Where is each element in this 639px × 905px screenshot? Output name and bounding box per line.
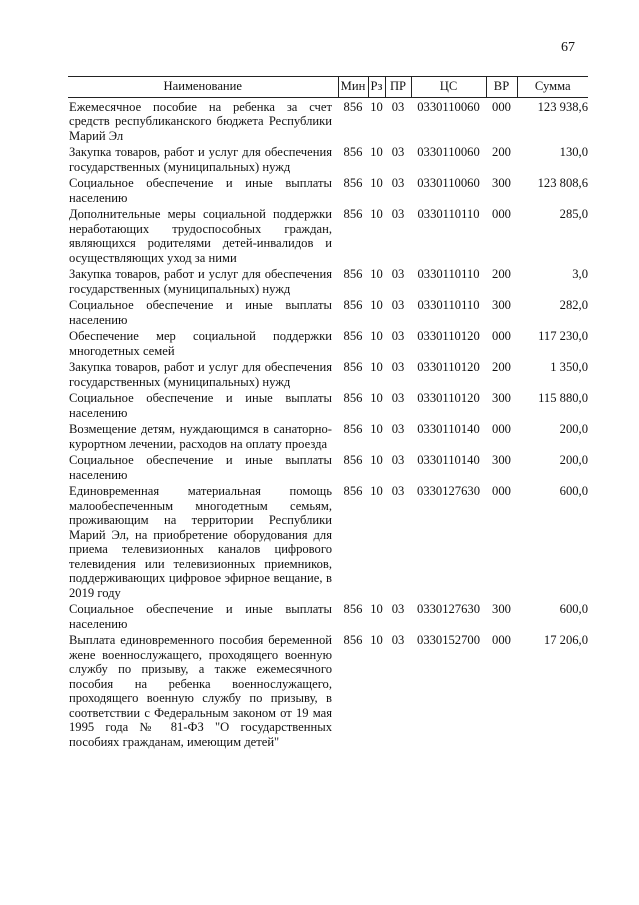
row-name: Социальное обеспечение и иные выплаты населению [69, 176, 332, 205]
row-vr: 000 [492, 207, 511, 221]
header-name: Наименование [68, 77, 338, 98]
row-name: Социальное обеспечение и иные выплаты населению [69, 391, 332, 420]
table-row [68, 327, 588, 358]
row-cs: 0330110110 [417, 207, 480, 221]
row-vr: 300 [492, 602, 511, 616]
row-vr: 000 [492, 633, 511, 647]
row-name: Закупка товаров, работ и услуг для обеспечения государственных (муниципальных) нужд [69, 360, 332, 389]
row-vr: 000 [492, 99, 511, 114]
row-sum: 130,0 [559, 145, 588, 159]
row-cs: 0330110140 [417, 422, 480, 436]
row-pr: 03 [391, 360, 405, 374]
row-vr: 300 [492, 176, 511, 190]
row-pr: 03 [391, 453, 405, 467]
table-row [68, 97, 588, 143]
header-cs: ЦС [411, 77, 486, 98]
row-cs: 0330110110 [417, 298, 480, 312]
row-name: Дополнительные меры социальной поддержки неработающих трудоспособных граждан, являющихся родителями детей-инвалидов и осуществляющих уход за ними [69, 207, 332, 265]
row-min: 856 [343, 360, 363, 374]
row-pr: 03 [391, 633, 405, 647]
row-cs: 0330152700 [417, 633, 480, 647]
row-pr: 03 [391, 329, 405, 343]
row-rz: 10 [370, 176, 383, 190]
row-name: Социальное обеспечение и иные выплаты населению [69, 602, 332, 631]
row-vr: 000 [492, 484, 511, 498]
row-cs: 0330110120 [417, 329, 480, 343]
row-rz: 10 [370, 267, 383, 281]
row-min: 856 [343, 207, 363, 221]
row-min: 856 [343, 298, 363, 312]
row-name: Закупка товаров, работ и услуг для обеспечения государственных (муниципальных) нужд [69, 145, 332, 174]
row-sum: 117 230,0 [538, 329, 588, 343]
row-cs: 0330110060 [417, 145, 480, 159]
row-cs: 0330110120 [417, 391, 480, 405]
row-vr: 200 [492, 267, 511, 281]
row-rz: 10 [370, 391, 383, 405]
table-row [68, 631, 588, 749]
table-row [68, 451, 588, 482]
table-body [68, 97, 588, 749]
row-sum: 282,0 [559, 298, 588, 312]
table-row [68, 143, 588, 174]
row-name: Социальное обеспечение и иные выплаты населению [69, 453, 332, 482]
row-rz: 10 [370, 484, 383, 498]
row-rz: 10 [370, 633, 383, 647]
row-vr: 300 [492, 453, 511, 467]
row-vr: 000 [492, 329, 511, 343]
table-header-row [68, 77, 588, 98]
row-name: Ежемесячное пособие на ребенка за счет средств республиканского бюджета Республики Марий Эл [69, 99, 332, 143]
row-min: 856 [343, 453, 363, 467]
header-sum: Сумма [517, 77, 588, 98]
table-row [68, 600, 588, 631]
row-cs: 0330110110 [417, 267, 480, 281]
row-cs: 0330127630 [417, 602, 480, 616]
row-pr: 03 [391, 267, 405, 281]
row-sum: 123 938,6 [537, 99, 588, 114]
table-row [68, 420, 588, 451]
table-row [68, 389, 588, 420]
page-number: 67 [561, 40, 575, 55]
row-cs: 0330127630 [417, 484, 480, 498]
row-name: Единовременная материальная помощь малообеспеченным многодетным семьям, проживающим на территории Республики Марий Эл, на приобретение оборудования для приема телевизионных каналов цифрового телевидения или телевизионных приемников, поддерживающих цифровое эфирное вещание, в 2019 году [69, 484, 332, 600]
row-rz: 10 [370, 329, 383, 343]
row-pr: 03 [391, 99, 405, 114]
row-rz: 10 [370, 453, 383, 467]
row-sum: 285,0 [559, 207, 588, 221]
header-vr: ВР [486, 77, 517, 98]
row-pr: 03 [391, 422, 405, 436]
row-name: Социальное обеспечение и иные выплаты населению [69, 298, 332, 327]
row-vr: 300 [492, 298, 511, 312]
table-row [68, 174, 588, 205]
row-name: Закупка товаров, работ и услуг для обеспечения государственных (муниципальных) нужд [69, 267, 332, 296]
row-pr: 03 [391, 298, 405, 312]
row-min: 856 [343, 329, 363, 343]
table-row [68, 482, 588, 600]
row-rz: 10 [370, 99, 383, 114]
row-pr: 03 [391, 176, 405, 190]
row-rz: 10 [370, 602, 383, 616]
row-name: Возмещение детям, нуждающимся в санаторно-курортном лечении, расходов на оплату проезда [69, 422, 332, 451]
row-rz: 10 [370, 360, 383, 374]
row-rz: 10 [370, 298, 383, 312]
row-pr: 03 [391, 602, 405, 616]
row-sum: 200,0 [559, 453, 588, 467]
row-pr: 03 [391, 207, 405, 221]
row-min: 856 [343, 176, 363, 190]
row-sum: 17 206,0 [543, 633, 588, 647]
row-cs: 0330110140 [417, 453, 480, 467]
header-min: Мин [338, 77, 368, 98]
row-vr: 200 [492, 145, 511, 159]
header-pr: ПР [385, 77, 411, 98]
row-min: 856 [343, 99, 363, 114]
row-vr: 000 [492, 422, 511, 436]
row-name: Выплата единовременного пособия беременной жене военнослужащего, проходящего военную службу по призыву, а также ежемесячного пособия на ребенка военнослужащего, проходящего военную службу по призыву, в соответствии с Федеральным законом от 19 мая 1995 года № 81-ФЗ "О государственных пособиях гражданам, имеющим детей" [69, 633, 332, 749]
budget-table [68, 76, 588, 749]
row-rz: 10 [370, 207, 383, 221]
row-name: Обеспечение мер социальной поддержки многодетных семей [69, 329, 332, 358]
table-row [68, 205, 588, 265]
row-min: 856 [343, 145, 363, 159]
row-cs: 0330110060 [417, 99, 480, 114]
row-sum: 600,0 [559, 602, 588, 616]
row-min: 856 [343, 484, 363, 498]
row-min: 856 [343, 633, 363, 647]
row-cs: 0330110120 [417, 360, 480, 374]
row-min: 856 [343, 391, 363, 405]
header-rz: Рз [368, 77, 385, 98]
row-rz: 10 [370, 145, 383, 159]
row-pr: 03 [391, 145, 405, 159]
table-row [68, 296, 588, 327]
row-sum: 3,0 [572, 267, 588, 281]
row-min: 856 [343, 422, 363, 436]
table-row [68, 265, 588, 296]
row-pr: 03 [391, 484, 405, 498]
row-cs: 0330110060 [417, 176, 480, 190]
row-sum: 123 808,6 [537, 176, 588, 190]
row-pr: 03 [391, 391, 405, 405]
row-sum: 1 350,0 [550, 360, 588, 374]
table-row [68, 358, 588, 389]
row-min: 856 [343, 267, 363, 281]
row-sum: 600,0 [559, 484, 588, 498]
row-vr: 300 [492, 391, 511, 405]
row-rz: 10 [370, 422, 383, 436]
row-sum: 200,0 [559, 422, 588, 436]
row-vr: 200 [492, 360, 511, 374]
row-sum: 115 880,0 [538, 391, 588, 405]
row-min: 856 [343, 602, 363, 616]
